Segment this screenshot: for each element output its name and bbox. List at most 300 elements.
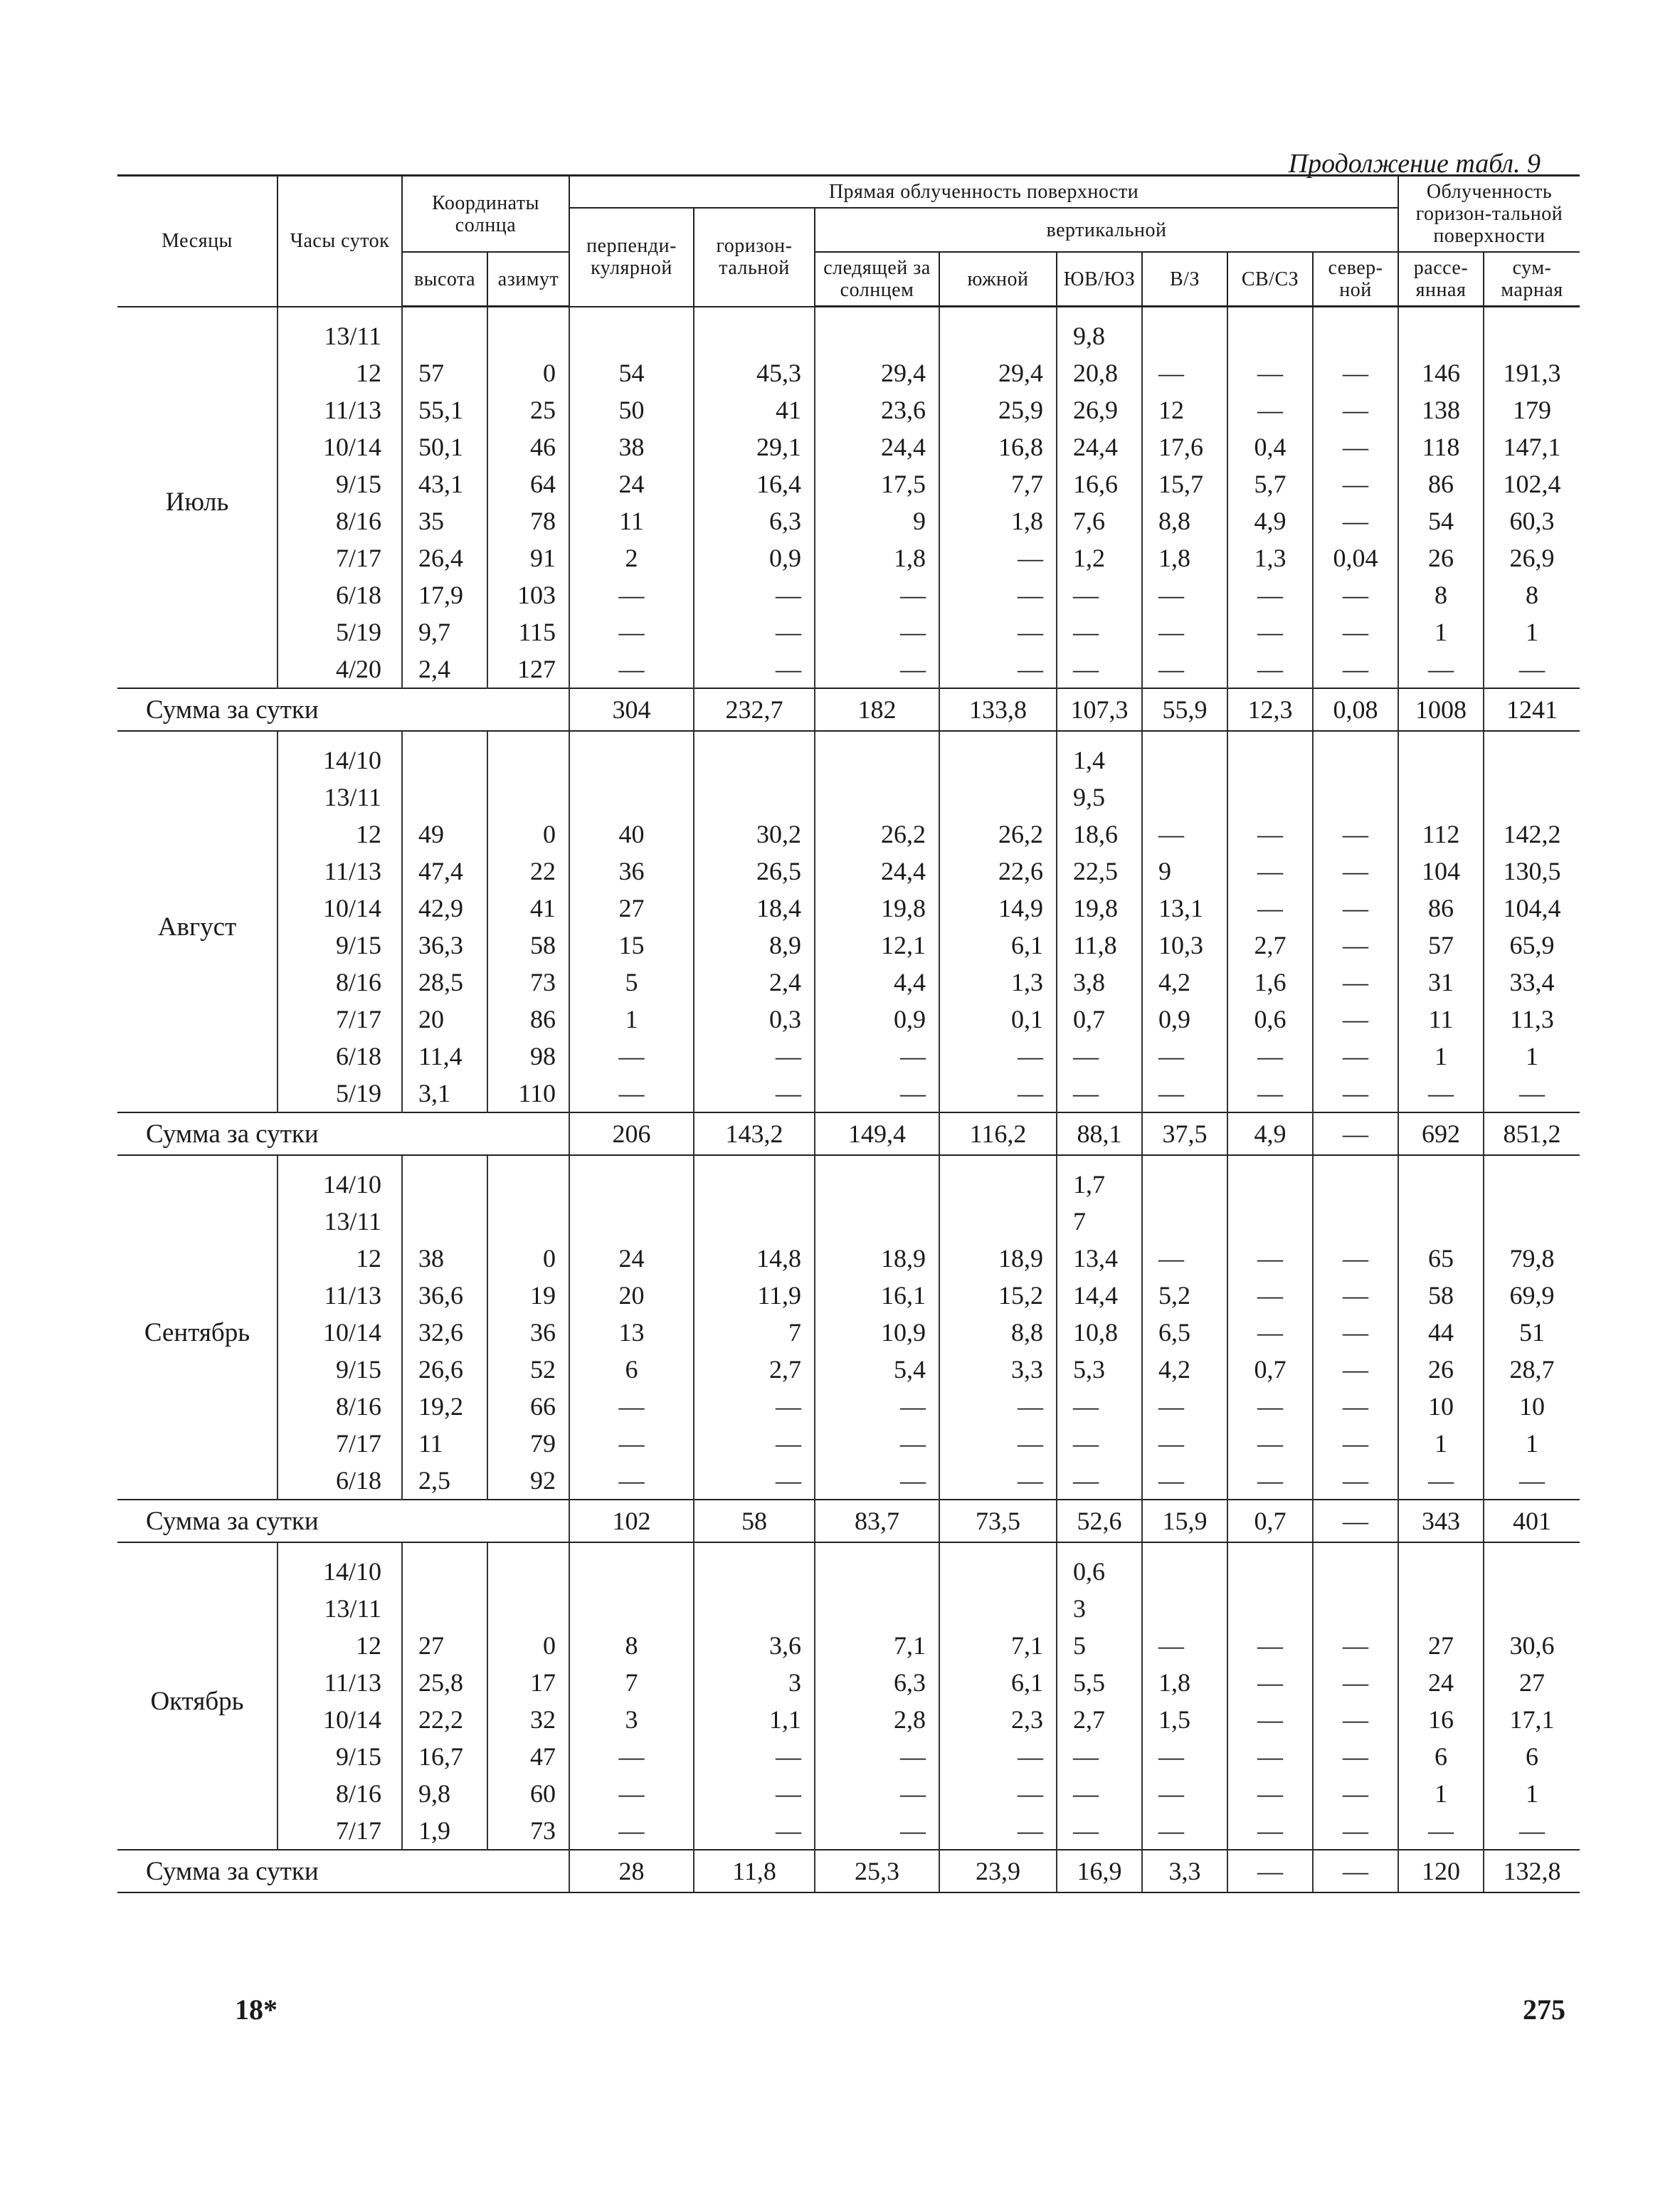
value-cell <box>569 1590 694 1627</box>
value-cell <box>694 1155 815 1203</box>
table-row <box>117 731 1580 779</box>
value-cell: — <box>1398 1812 1484 1850</box>
value-cell: 0,9 <box>1142 1001 1227 1038</box>
col-se-sw: ЮВ/ЮЗ <box>1057 252 1142 307</box>
value-cell <box>487 731 569 779</box>
value-cell: 12 <box>1142 391 1227 428</box>
value-cell: — <box>1227 1627 1313 1664</box>
value-cell <box>1398 1155 1484 1203</box>
hour-cell: 8/16 <box>278 964 402 1001</box>
value-cell: 36,3 <box>402 927 487 964</box>
value-cell: 16,7 <box>402 1738 487 1775</box>
value-cell: 22,6 <box>939 853 1057 890</box>
value-cell: 3,3 <box>939 1351 1057 1388</box>
value-cell: — <box>694 614 815 651</box>
value-cell: 11,3 <box>1484 1001 1580 1038</box>
value-cell <box>1313 1590 1398 1627</box>
sum-cell: 4,9 <box>1227 1112 1313 1155</box>
value-cell: 24,4 <box>815 853 939 890</box>
value-cell: — <box>939 1738 1057 1775</box>
value-cell: 57 <box>402 354 487 391</box>
value-cell: — <box>815 1775 939 1812</box>
value-cell: 0 <box>487 1240 569 1277</box>
value-cell: — <box>1313 428 1398 465</box>
value-cell: 32,6 <box>402 1314 487 1351</box>
value-cell <box>402 1542 487 1590</box>
value-cell <box>487 779 569 816</box>
value-cell <box>1142 1203 1227 1240</box>
value-cell <box>487 1542 569 1590</box>
sum-cell: 304 <box>569 688 694 731</box>
hour-cell: 5/19 <box>278 614 402 651</box>
value-cell: — <box>1227 354 1313 391</box>
value-cell <box>569 1542 694 1590</box>
value-cell: — <box>1227 890 1313 927</box>
table-row <box>117 779 1580 816</box>
value-cell: 3 <box>1057 1590 1142 1627</box>
value-cell <box>694 1203 815 1240</box>
value-cell: 17,1 <box>1484 1701 1580 1738</box>
value-cell: — <box>1142 1738 1227 1775</box>
value-cell: — <box>694 1388 815 1425</box>
value-cell: 42,9 <box>402 890 487 927</box>
value-cell <box>402 1203 487 1240</box>
table-row <box>117 853 1580 890</box>
value-cell: 86 <box>1398 890 1484 927</box>
value-cell: 1 <box>1398 1038 1484 1075</box>
value-cell: 46 <box>487 428 569 465</box>
col-azimuth: азимут <box>487 252 569 307</box>
value-cell: 0,9 <box>815 1001 939 1038</box>
value-cell <box>1227 731 1313 779</box>
value-cell: 1,6 <box>1227 964 1313 1001</box>
value-cell: — <box>1398 1462 1484 1500</box>
value-cell <box>694 779 815 816</box>
value-cell <box>402 731 487 779</box>
value-cell: 7 <box>694 1314 815 1351</box>
value-cell: 112 <box>1398 816 1484 853</box>
value-cell <box>1227 779 1313 816</box>
sum-cell: 3,3 <box>1142 1850 1227 1892</box>
value-cell: 1,9 <box>402 1812 487 1850</box>
hour-cell: 10/14 <box>278 428 402 465</box>
value-cell: — <box>569 1388 694 1425</box>
value-cell: 60 <box>487 1775 569 1812</box>
value-cell <box>1313 1155 1398 1203</box>
value-cell: 64 <box>487 465 569 502</box>
value-cell: — <box>1313 816 1398 853</box>
sum-cell: 37,5 <box>1142 1112 1227 1155</box>
sum-cell: 55,9 <box>1142 688 1227 731</box>
value-cell: 127 <box>487 651 569 688</box>
table-row <box>117 1812 1580 1850</box>
hour-cell: 9/15 <box>278 465 402 502</box>
value-cell: 17,9 <box>402 576 487 614</box>
value-cell <box>1398 307 1484 355</box>
value-cell: 41 <box>694 391 815 428</box>
value-cell: — <box>815 1388 939 1425</box>
value-cell: — <box>1313 1775 1398 1812</box>
value-cell: 8,9 <box>694 927 815 964</box>
table-row <box>117 1314 1580 1351</box>
value-cell: 0,7 <box>1227 1351 1313 1388</box>
hour-cell: 11/13 <box>278 1664 402 1701</box>
value-cell: — <box>1484 1075 1580 1112</box>
value-cell: — <box>1313 964 1398 1001</box>
value-cell: — <box>1057 651 1142 688</box>
value-cell: 25,9 <box>939 391 1057 428</box>
value-cell <box>1484 1590 1580 1627</box>
hour-cell: 8/16 <box>278 1388 402 1425</box>
value-cell: — <box>815 1075 939 1112</box>
value-cell: — <box>1313 651 1398 688</box>
value-cell: 55,1 <box>402 391 487 428</box>
hour-cell: 6/18 <box>278 1462 402 1500</box>
hour-cell: 8/16 <box>278 502 402 539</box>
value-cell: 2,5 <box>402 1462 487 1500</box>
value-cell: 146 <box>1398 354 1484 391</box>
hour-cell: 10/14 <box>278 1314 402 1351</box>
col-direct-irradiance: Прямая облученность поверхности <box>569 176 1398 209</box>
value-cell: 1 <box>1398 1425 1484 1462</box>
value-cell: 5 <box>1057 1627 1142 1664</box>
value-cell: 9,5 <box>1057 779 1142 816</box>
value-cell: — <box>569 1812 694 1850</box>
sum-cell: 149,4 <box>815 1112 939 1155</box>
value-cell <box>569 1203 694 1240</box>
value-cell: 18,9 <box>939 1240 1057 1277</box>
value-cell: 19,8 <box>815 890 939 927</box>
value-cell <box>1398 1542 1484 1590</box>
table-row <box>117 307 1580 355</box>
value-cell: 7,6 <box>1057 502 1142 539</box>
value-cell: — <box>1142 614 1227 651</box>
value-cell: 27 <box>402 1627 487 1664</box>
value-cell: 0 <box>487 1627 569 1664</box>
value-cell: 0,9 <box>694 539 815 576</box>
value-cell <box>1142 1155 1227 1203</box>
value-cell: — <box>1313 853 1398 890</box>
value-cell <box>1142 731 1227 779</box>
sum-cell: 16,9 <box>1057 1850 1142 1892</box>
value-cell <box>1142 1542 1227 1590</box>
sum-cell: 73,5 <box>939 1500 1057 1542</box>
month-label: Сентябрь <box>144 1317 250 1347</box>
value-cell: 8,8 <box>939 1314 1057 1351</box>
value-cell: 10,9 <box>815 1314 939 1351</box>
value-cell: 1,1 <box>694 1701 815 1738</box>
value-cell: 29,4 <box>939 354 1057 391</box>
value-cell: 22,2 <box>402 1701 487 1738</box>
value-cell: 103 <box>487 576 569 614</box>
value-cell: 10 <box>1398 1388 1484 1425</box>
value-cell: — <box>1057 1038 1142 1075</box>
value-cell: 11 <box>1398 1001 1484 1038</box>
value-cell: — <box>569 1038 694 1075</box>
value-cell <box>402 779 487 816</box>
sum-cell: — <box>1313 1500 1398 1542</box>
value-cell: — <box>1398 1075 1484 1112</box>
value-cell: 24 <box>569 465 694 502</box>
value-cell <box>1484 1203 1580 1240</box>
value-cell: 12,1 <box>815 927 939 964</box>
value-cell: 86 <box>1398 465 1484 502</box>
value-cell: 6,1 <box>939 927 1057 964</box>
daily-sum-label: Сумма за сутки <box>117 1500 569 1542</box>
value-cell: 22 <box>487 853 569 890</box>
value-cell: — <box>1142 1240 1227 1277</box>
value-cell: — <box>1142 816 1227 853</box>
value-cell: 18,6 <box>1057 816 1142 853</box>
value-cell: 69,9 <box>1484 1277 1580 1314</box>
hour-cell: 12 <box>278 354 402 391</box>
value-cell: 1,8 <box>1142 539 1227 576</box>
value-cell: 1,3 <box>1227 539 1313 576</box>
value-cell: 8 <box>1398 576 1484 614</box>
table-row <box>117 391 1580 428</box>
value-cell: 10 <box>1484 1388 1580 1425</box>
month-label: Август <box>157 912 237 942</box>
value-cell: 26,9 <box>1057 391 1142 428</box>
value-cell: 27 <box>1484 1664 1580 1701</box>
value-cell: — <box>1227 816 1313 853</box>
table-row <box>117 428 1580 465</box>
value-cell: — <box>569 1738 694 1775</box>
table-row <box>117 354 1580 391</box>
value-cell: — <box>1227 1314 1313 1351</box>
value-cell: 49 <box>402 816 487 853</box>
value-cell: 2,7 <box>694 1351 815 1388</box>
value-cell: — <box>1313 614 1398 651</box>
value-cell: 0 <box>487 816 569 853</box>
value-cell: — <box>815 1462 939 1500</box>
hour-cell: 9/15 <box>278 1738 402 1775</box>
value-cell: — <box>1227 1462 1313 1500</box>
value-cell: 6,1 <box>939 1664 1057 1701</box>
value-cell: 24,4 <box>1057 428 1142 465</box>
table-row <box>117 1701 1580 1738</box>
value-cell: 26,5 <box>694 853 815 890</box>
value-cell <box>1227 1203 1313 1240</box>
value-cell: 6,5 <box>1142 1314 1227 1351</box>
value-cell: 115 <box>487 614 569 651</box>
value-cell: 51 <box>1484 1314 1580 1351</box>
value-cell <box>487 1155 569 1203</box>
value-cell: 14,8 <box>694 1240 815 1277</box>
value-cell: 27 <box>1398 1627 1484 1664</box>
value-cell: 15,7 <box>1142 465 1227 502</box>
value-cell <box>1484 779 1580 816</box>
value-cell <box>694 731 815 779</box>
value-cell <box>402 307 487 355</box>
value-cell: — <box>815 576 939 614</box>
value-cell: 4,2 <box>1142 1351 1227 1388</box>
value-cell <box>1142 307 1227 355</box>
value-cell: — <box>815 614 939 651</box>
value-cell: 16,4 <box>694 465 815 502</box>
value-cell: — <box>1142 1038 1227 1075</box>
sum-cell: 12,3 <box>1227 688 1313 731</box>
value-cell <box>1398 1590 1484 1627</box>
col-hours: Часы суток <box>278 176 402 307</box>
value-cell: — <box>1313 1001 1398 1038</box>
value-cell: 45,3 <box>694 354 815 391</box>
table-row <box>117 1203 1580 1240</box>
value-cell <box>939 1590 1057 1627</box>
table-row <box>117 1155 1580 1203</box>
value-cell <box>1313 1542 1398 1590</box>
value-cell <box>815 307 939 355</box>
value-cell: 26,2 <box>815 816 939 853</box>
value-cell <box>939 731 1057 779</box>
hour-cell: 9/15 <box>278 1351 402 1388</box>
value-cell: 16 <box>1398 1701 1484 1738</box>
value-cell: 6,3 <box>815 1664 939 1701</box>
daily-sum-row <box>117 1500 1580 1542</box>
value-cell: 47,4 <box>402 853 487 890</box>
value-cell: 54 <box>569 354 694 391</box>
value-cell: 41 <box>487 890 569 927</box>
value-cell: 73 <box>487 1812 569 1850</box>
value-cell: 9 <box>815 502 939 539</box>
page-number: 275 <box>1523 1994 1565 2026</box>
value-cell: 6 <box>1398 1738 1484 1775</box>
value-cell: — <box>694 1425 815 1462</box>
value-cell: — <box>1227 576 1313 614</box>
value-cell: 30,2 <box>694 816 815 853</box>
value-cell <box>815 731 939 779</box>
value-cell: 130,5 <box>1484 853 1580 890</box>
value-cell: — <box>939 1775 1057 1812</box>
value-cell: 19 <box>487 1277 569 1314</box>
sum-cell: 28 <box>569 1850 694 1892</box>
value-cell: — <box>1313 927 1398 964</box>
value-cell: 14,9 <box>939 890 1057 927</box>
sum-cell: 1008 <box>1398 688 1484 731</box>
hour-cell: 5/19 <box>278 1075 402 1112</box>
value-cell <box>694 1590 815 1627</box>
value-cell: — <box>939 1075 1057 1112</box>
hour-cell: 13/11 <box>278 1203 402 1240</box>
value-cell: — <box>1313 1277 1398 1314</box>
table-row <box>117 816 1580 853</box>
value-cell: 5,5 <box>1057 1664 1142 1701</box>
value-cell: 92 <box>487 1462 569 1500</box>
value-cell: 179 <box>1484 391 1580 428</box>
sum-cell: — <box>1313 1112 1398 1155</box>
value-cell: 36 <box>487 1314 569 1351</box>
value-cell <box>569 731 694 779</box>
value-cell <box>1142 779 1227 816</box>
value-cell: 7,1 <box>815 1627 939 1664</box>
hour-cell: 11/13 <box>278 391 402 428</box>
table-row <box>117 1001 1580 1038</box>
value-cell: 9,8 <box>1057 307 1142 355</box>
table-row <box>117 1738 1580 1775</box>
sum-cell: 58 <box>694 1500 815 1542</box>
daily-sum-row <box>117 688 1580 731</box>
value-cell: 8 <box>569 1627 694 1664</box>
hour-cell: 13/11 <box>278 779 402 816</box>
value-cell <box>487 1203 569 1240</box>
value-cell: — <box>1057 1738 1142 1775</box>
value-cell: 79,8 <box>1484 1240 1580 1277</box>
daily-sum-label: Сумма за сутки <box>117 1850 569 1892</box>
value-cell: 10,8 <box>1057 1314 1142 1351</box>
sum-cell: 851,2 <box>1484 1112 1580 1155</box>
value-cell: 13 <box>569 1314 694 1351</box>
value-cell: 0,3 <box>694 1001 815 1038</box>
value-cell: — <box>1313 1351 1398 1388</box>
value-cell: 1,3 <box>939 964 1057 1001</box>
col-month: Месяцы <box>117 176 278 307</box>
value-cell: 0,7 <box>1057 1001 1142 1038</box>
value-cell: — <box>1313 1425 1398 1462</box>
daily-sum-label: Сумма за сутки <box>117 688 569 731</box>
value-cell <box>569 307 694 355</box>
value-cell: 16,1 <box>815 1277 939 1314</box>
value-cell <box>402 1590 487 1627</box>
value-cell: — <box>1313 354 1398 391</box>
value-cell: 86 <box>487 1001 569 1038</box>
value-cell: 40 <box>569 816 694 853</box>
value-cell: 11,4 <box>402 1038 487 1075</box>
value-cell: — <box>569 1775 694 1812</box>
value-cell: — <box>939 1038 1057 1075</box>
value-cell: — <box>1227 1812 1313 1850</box>
value-cell <box>1227 1542 1313 1590</box>
value-cell: — <box>1227 1738 1313 1775</box>
value-cell: 26,4 <box>402 539 487 576</box>
value-cell: 78 <box>487 502 569 539</box>
col-total: сум-марная <box>1484 252 1580 307</box>
value-cell: — <box>939 651 1057 688</box>
value-cell: 4,4 <box>815 964 939 1001</box>
value-cell: — <box>1142 651 1227 688</box>
table-row <box>117 1277 1580 1314</box>
value-cell: 20 <box>569 1277 694 1314</box>
value-cell: 2,4 <box>402 651 487 688</box>
value-cell: 1 <box>1398 614 1484 651</box>
value-cell <box>694 1542 815 1590</box>
value-cell: — <box>569 651 694 688</box>
value-cell: 1 <box>569 1001 694 1038</box>
sum-cell: 0,7 <box>1227 1500 1313 1542</box>
sum-cell: 0,08 <box>1313 688 1398 731</box>
value-cell <box>939 1155 1057 1203</box>
value-cell: — <box>1142 1812 1227 1850</box>
sum-cell: 107,3 <box>1057 688 1142 731</box>
value-cell: — <box>939 614 1057 651</box>
value-cell: 2 <box>569 539 694 576</box>
value-cell: — <box>1057 1075 1142 1112</box>
value-cell: — <box>569 1462 694 1500</box>
value-cell: 26 <box>1398 1351 1484 1388</box>
table-row <box>117 465 1580 502</box>
value-cell: — <box>1142 1462 1227 1500</box>
sum-cell: 15,9 <box>1142 1500 1227 1542</box>
table-row <box>117 614 1580 651</box>
value-cell: 13,4 <box>1057 1240 1142 1277</box>
col-altitude: высота <box>402 252 487 307</box>
value-cell: 52 <box>487 1351 569 1388</box>
value-cell: 58 <box>1398 1277 1484 1314</box>
hour-cell: 11/13 <box>278 1277 402 1314</box>
value-cell: 33,4 <box>1484 964 1580 1001</box>
value-cell: 1,4 <box>1057 731 1142 779</box>
table-row <box>117 1775 1580 1812</box>
sum-cell: 120 <box>1398 1850 1484 1892</box>
